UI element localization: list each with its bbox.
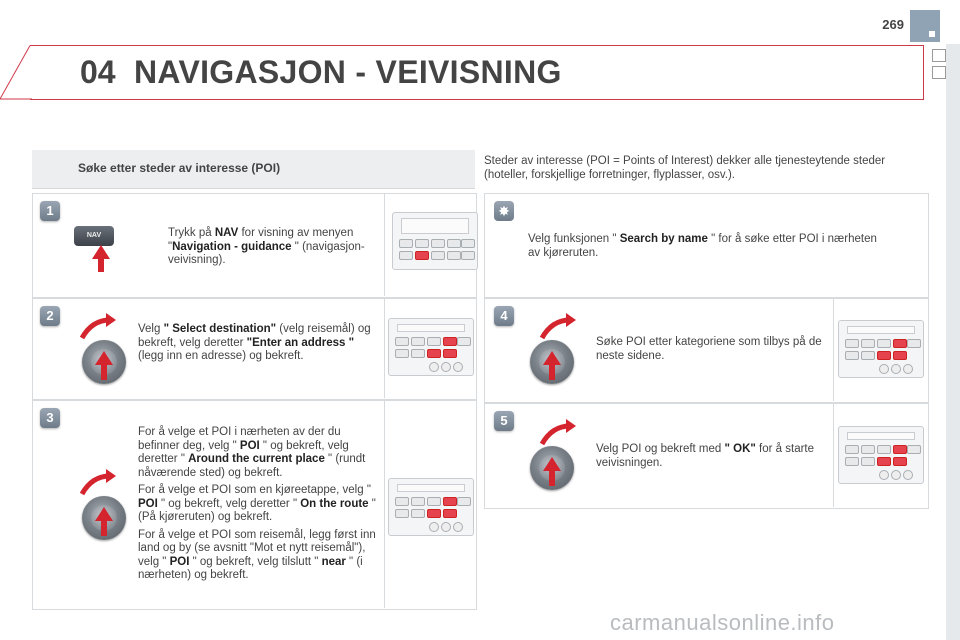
chapter-number: 04 xyxy=(80,54,116,90)
radio-unit-icon xyxy=(388,318,474,376)
page-title: NAVIGASJON - VEIVISNING xyxy=(134,54,562,90)
side-marker-bottom xyxy=(932,66,946,79)
nav-button-icon: NAV xyxy=(74,226,114,246)
step-1-badge: 1 xyxy=(40,201,60,221)
side-marker-top xyxy=(932,49,946,62)
step-5-text: Velg POI og bekreft med " OK" for å starte veivisningen. xyxy=(596,443,815,469)
section-header: Søke etter steder av interesse (POI) xyxy=(78,161,281,175)
step-tip-text: Velg funksjonen " Search by name " for å søke etter POI i nærheten av kjøreruten. xyxy=(528,233,877,259)
side-strip xyxy=(946,44,960,640)
gear-icon: ✸ xyxy=(494,201,514,221)
step-3-badge: 3 xyxy=(40,408,60,428)
section-intro: Steder av interesse (POI = Points of Interest) dekker alle tjenesteytende steder (hoteller, forskjellige forretninger, flyplasser, osv.). xyxy=(484,155,886,181)
step-4-badge: 4 xyxy=(494,306,514,326)
watermark: carmanualsonline.info xyxy=(610,610,835,635)
red-arrow-icon xyxy=(549,364,555,380)
red-arrow-icon xyxy=(98,258,104,272)
step-1-text: Trykk på NAV for visning av menyen "Navigation - guidance " (navigasjon-veivisning). xyxy=(168,227,365,266)
step-3-text: For å velge et POI i nærheten av der du befinner deg, velg " POI " og bekreft, velg deretter " Around the current place " (rundt nåværende sted) og bekreft. For å velge et POI som en kjøreetappe, velg " POI " og bekreft, velg deretter " On the route " (På kjøreruten) og bekreft. For å velge et POI som reisemål, legg først inn land og by (se avsnitt "Mot et nytt reisemål"), velg " POI " og bekreft, velg tilslutt " near " (i nærheten) og bekreft. xyxy=(138,426,376,581)
red-arrow-icon xyxy=(538,418,578,448)
step-2-text: Velg " Select destination" (velg reisemål) og bekreft, velg deretter "Enter an address " (legg inn en adresse) og bekreft. xyxy=(138,323,371,362)
radio-unit-icon xyxy=(392,212,478,270)
red-arrow-icon xyxy=(78,468,118,498)
page-number: 269 xyxy=(882,17,904,32)
radio-unit-icon xyxy=(838,426,924,484)
red-arrow-icon xyxy=(101,520,107,536)
red-arrow-icon xyxy=(538,312,578,342)
red-arrow-icon xyxy=(101,364,107,380)
step-5-badge: 5 xyxy=(494,411,514,431)
radio-unit-icon xyxy=(388,478,474,536)
page-tab xyxy=(910,10,940,42)
step-2-badge: 2 xyxy=(40,306,60,326)
red-arrow-icon xyxy=(549,470,555,486)
radio-unit-icon xyxy=(838,320,924,378)
step-4-text: Søke POI etter kategoriene som tilbys på de neste sidene. xyxy=(596,336,822,362)
red-arrow-icon xyxy=(78,312,118,342)
